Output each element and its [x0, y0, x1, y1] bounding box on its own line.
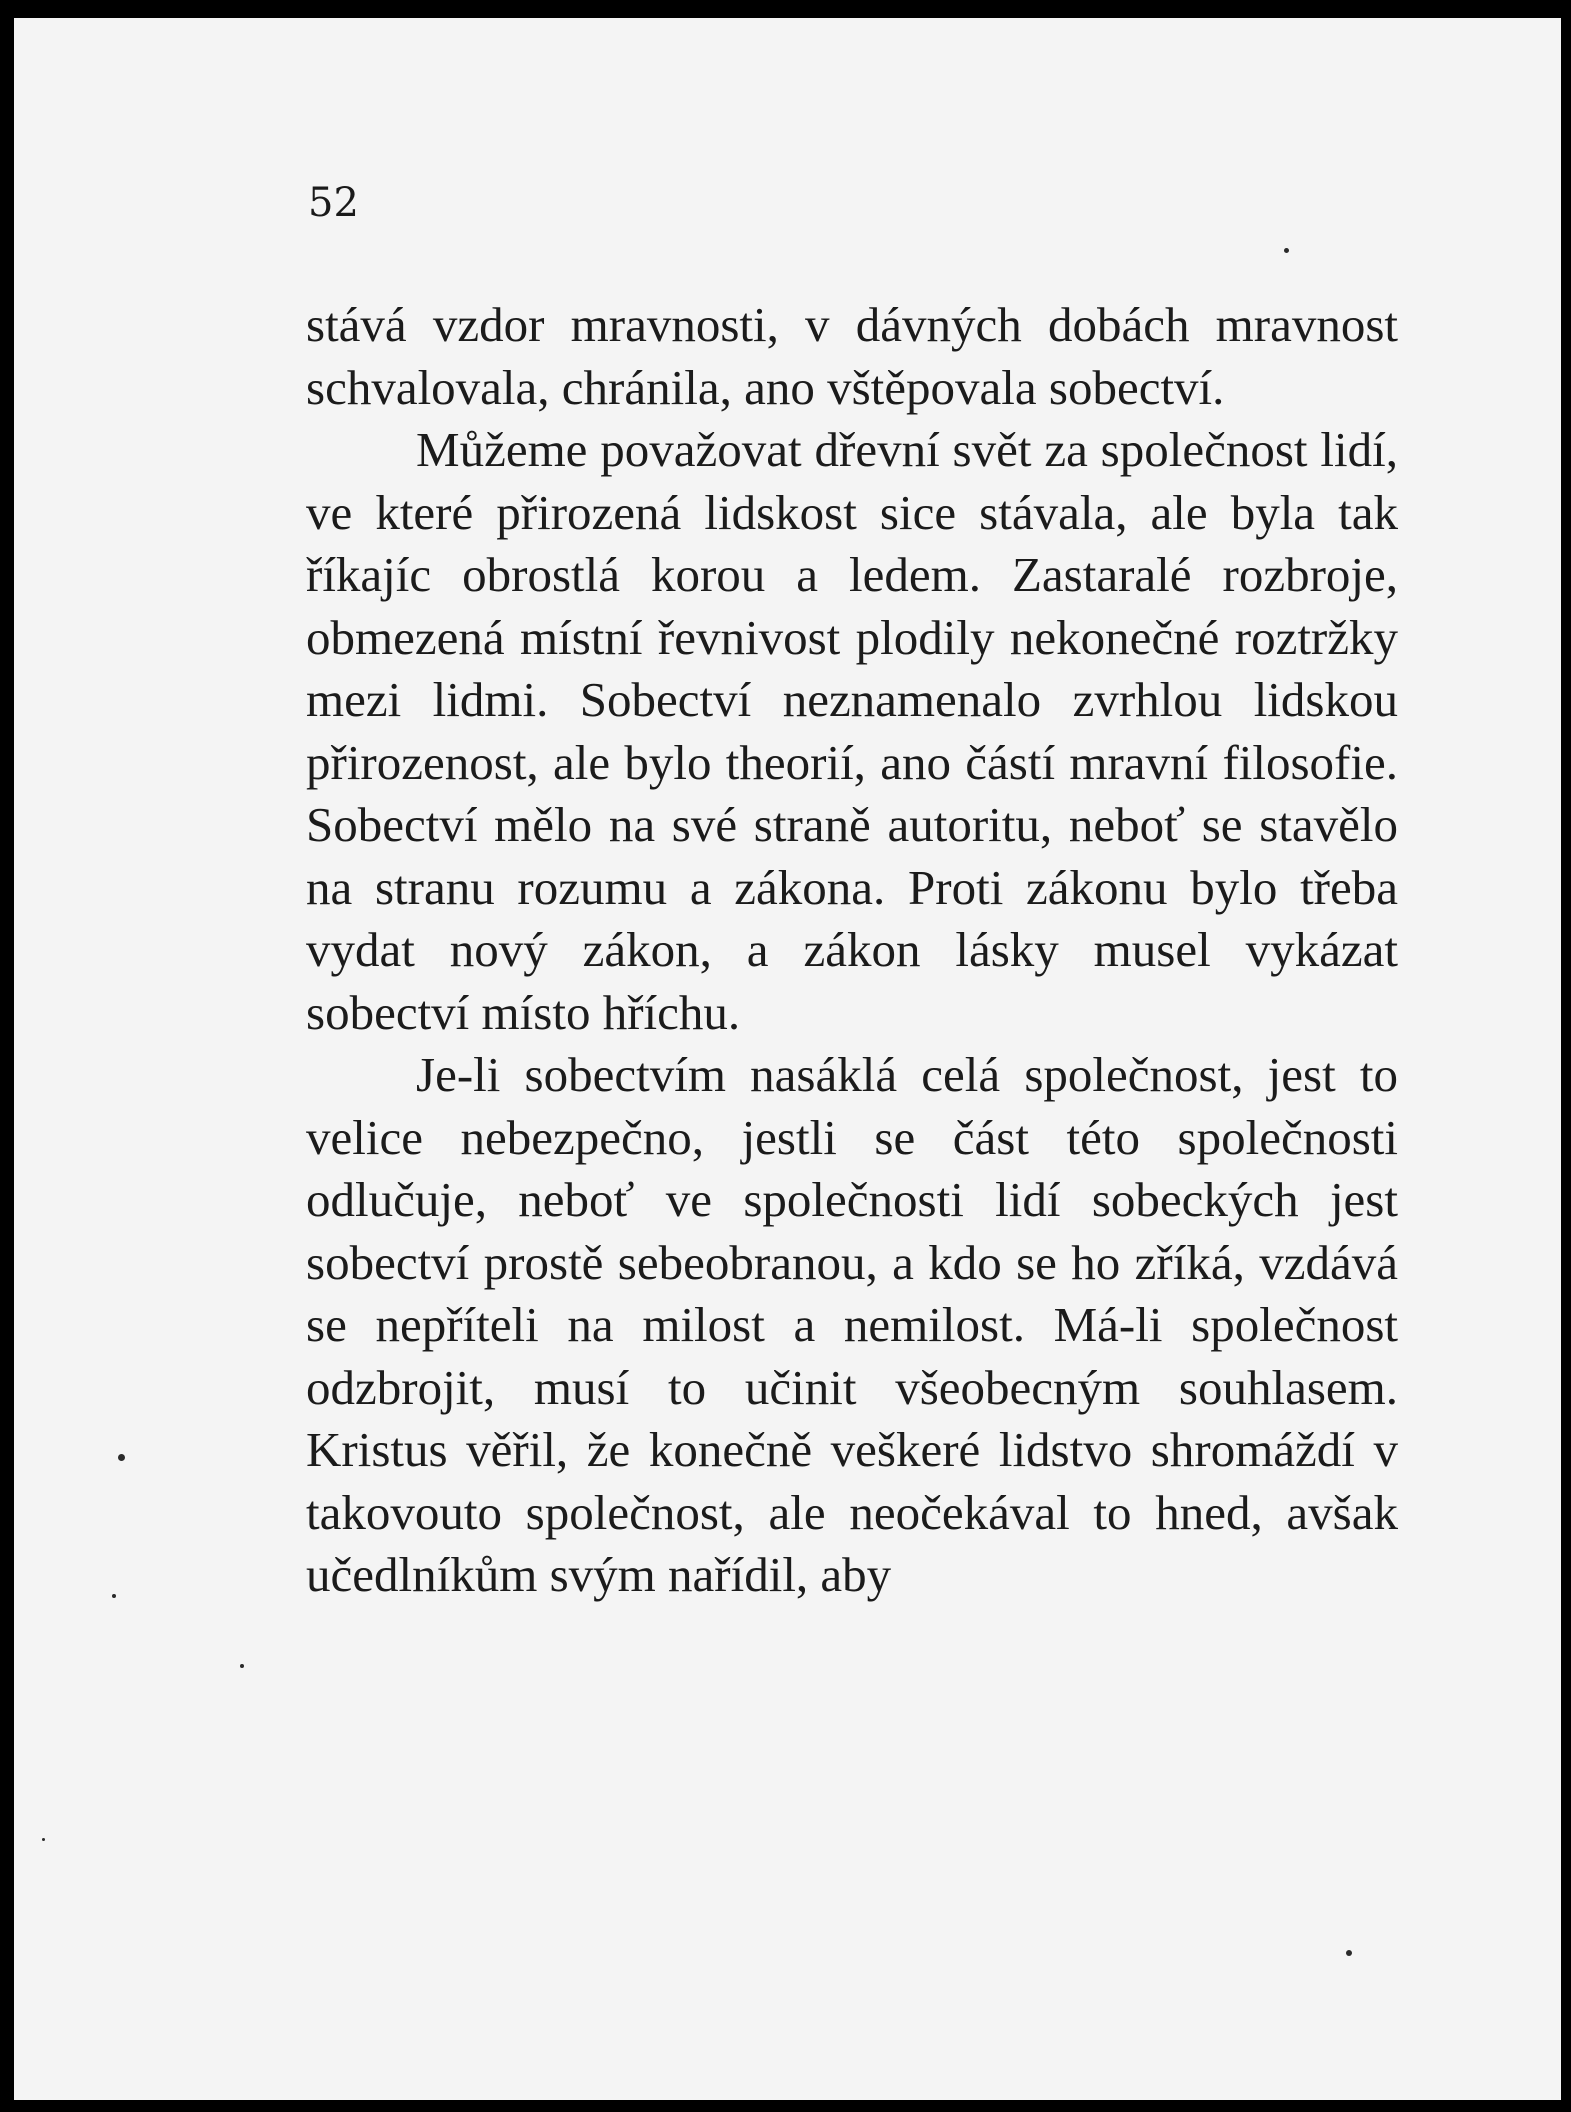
scan-speck — [112, 1594, 116, 1598]
paragraph-2: Můžeme považovat dřevní svět za společnost lidí, ve které přirozená lidskost sice stávala, ale byla tak říkajíc obrostlá korou a ledem. Zastaralé rozbroje, obmezená místní řevnivost plodily nekonečné roztržky mezi lidmi. Sobectví neznamenalo zvrhlou lidskou přirozenost, ale bylo theorií, ano částí mravní filosofie. Sobectví mělo na své straně autoritu, neboť se stavělo na stranu rozumu a zákona. Proti zákonu bylo třeba vydat nový zákon, a zákon lásky musel vykázat sobectví místo hříchu. — [306, 422, 1398, 1040]
paragraph-3: Je-li sobectvím nasáklá celá společnost, jest to velice nebezpečno, jestli se část této společnosti odlučuje, neboť ve společnosti lidí sobeckých jest sobectví prostě sebeobranou, a kdo se ho zříká, vzdává se nepříteli na milost a nemilost. Má-li společnost odzbrojit, musí to učinit všeobecným souhlasem. Kristus věřil, že konečně veškeré lidstvo shromáždí v takovouto společnost, ale neočekával to hned, avšak učedlníkům svým nařídil, aby — [306, 1047, 1398, 1602]
scan-speck — [42, 1838, 45, 1841]
page-body — [306, 294, 1398, 1607]
scan-speck — [1346, 1950, 1352, 1956]
page-number: 52 — [308, 180, 359, 226]
book-page — [14, 18, 1561, 2100]
paragraph-1: stává vzdor mravnosti, v dávných dobách mravnost schvalovala, chránila, ano vštěpovala sobectví. — [306, 297, 1398, 415]
scan-speck — [118, 1454, 125, 1461]
scan-speck — [1284, 248, 1289, 253]
scan-speck — [240, 1664, 244, 1668]
